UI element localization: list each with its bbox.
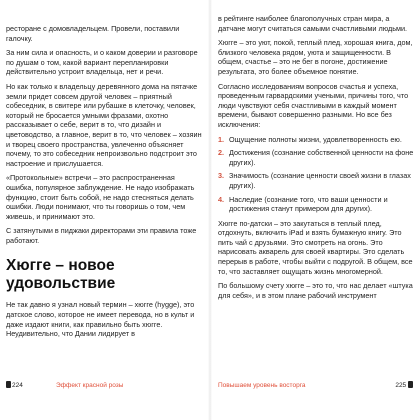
paragraph: Не так давно я узнал новый термин – хюгге (hygge), это датское слово, которое не имеет перевода, но в культ и даже издают книги, как правильно быть хюгге. Неудивительно, что Дании лидирует в [6,300,195,339]
right-page-body [218,14,414,305]
running-title: Эффект красной розы [56,382,124,389]
book-gutter [208,0,212,420]
section-heading: Хюгге – новое удовольствие [6,257,116,293]
right-page-footer [218,381,414,391]
paragraph: Согласно исследованиям вопросов счастья и успеха, проведенным гарвардскими учеными, причины того, что люди чувствуют себя счастливыми в каждый момент времени, бывают совершенно разными. Но все без исключения: [218,81,409,129]
paragraph: Хюгге – это уют, покой, теплый плед, хорошая книга, дом, близкого человека рядом, уюта и защищенности. В общем, счастье – это не бег в погоне, достижение результата, это более объемное понятие. [218,38,413,76]
right-page [218,0,414,420]
left-page-footer [6,381,202,391]
list-number: 4. [218,194,225,204]
paragraph: Но как только к владельцу деревянного дома на пятачке земли придет совсем другой человек – приятный собеседник, в свитере или рубашке в клеточку, человек, который не бросается умными фразами, охотно рассказывает о себе, верит в то, что дизайн и цветоводство, а главное, верит в то, что человек – хозяин и творец своего пространства, увлеченно объясняет почему, то это собеседник непроизвольно подстроит это настроение и прислушается. [6,81,202,168]
list-item [218,148,414,167]
page-number-text: 225 [395,382,407,389]
list-item-text: Достижения (сознание собственной ценности на фоне других). [229,148,414,167]
book-marker-icon [6,381,11,388]
list-number: 1. [218,134,225,144]
paragraph: С затянутыми в пиджаки директорами эти правила тоже работают. [6,226,197,245]
paragraph: По большому счету хюгге – это то, что нас делает «штука для себя», и в этом плане рабочий инструмент [218,281,413,300]
paragraph: «Протокольные» встречи – это распространенная ошибка, популярное заблуждение. Не надо изображать функцию, стоит быть собой, не надо стесняться делать ошибки. Люди понимают, что ты говоришь о том, чем живешь, и принимают это. [6,173,195,221]
left-page [6,0,202,420]
numbered-list [218,135,414,214]
list-number: 2. [218,148,225,158]
paragraph: За ним сила и опасность, и о каком доверии и разговоре по душам о том, какой вариант перепланировки действительно устроит владельца, нет и речи. [6,48,198,77]
page-number [395,381,414,391]
book-marker-icon [408,381,413,388]
list-item-text: Наследие (сознание того, что ваши ценности и достижения станут примером для других). [229,194,388,214]
list-item-text: Ощущение полноты жизни, удовлетворенность ею. [229,134,402,144]
list-item [218,195,414,214]
list-item-text: Значимость (сознание ценности своей жизни в глазах других). [229,171,411,190]
running-title: Повышаем уровень восторга [218,382,306,389]
list-item [218,135,414,145]
list-item [218,171,414,190]
left-page-body [6,24,202,344]
paragraph: в рейтинге наиболее благополучных стран мира, а датчане могут считаться самыми счастливыми людьми. [218,14,408,33]
page-number-text: 224 [12,382,23,389]
list-number: 3. [218,171,225,181]
page-number [6,381,23,391]
paragraph: ресторане с домовладельцем. Провели, поставили галочку. [6,24,180,43]
paragraph: Хюгге по-датски – это закутаться в теплый плед, отдохнуть, включить iPad и взять бумажную книгу. Это пить чай с друзьями. Это смотреть на огонь. Это нарисовать акварель для своей квартиры. Это сделать перерыв в работе, чтобы выйти с подругой. В общем, все то, что заставляет ощущать жизнь многомерной. [218,218,413,276]
